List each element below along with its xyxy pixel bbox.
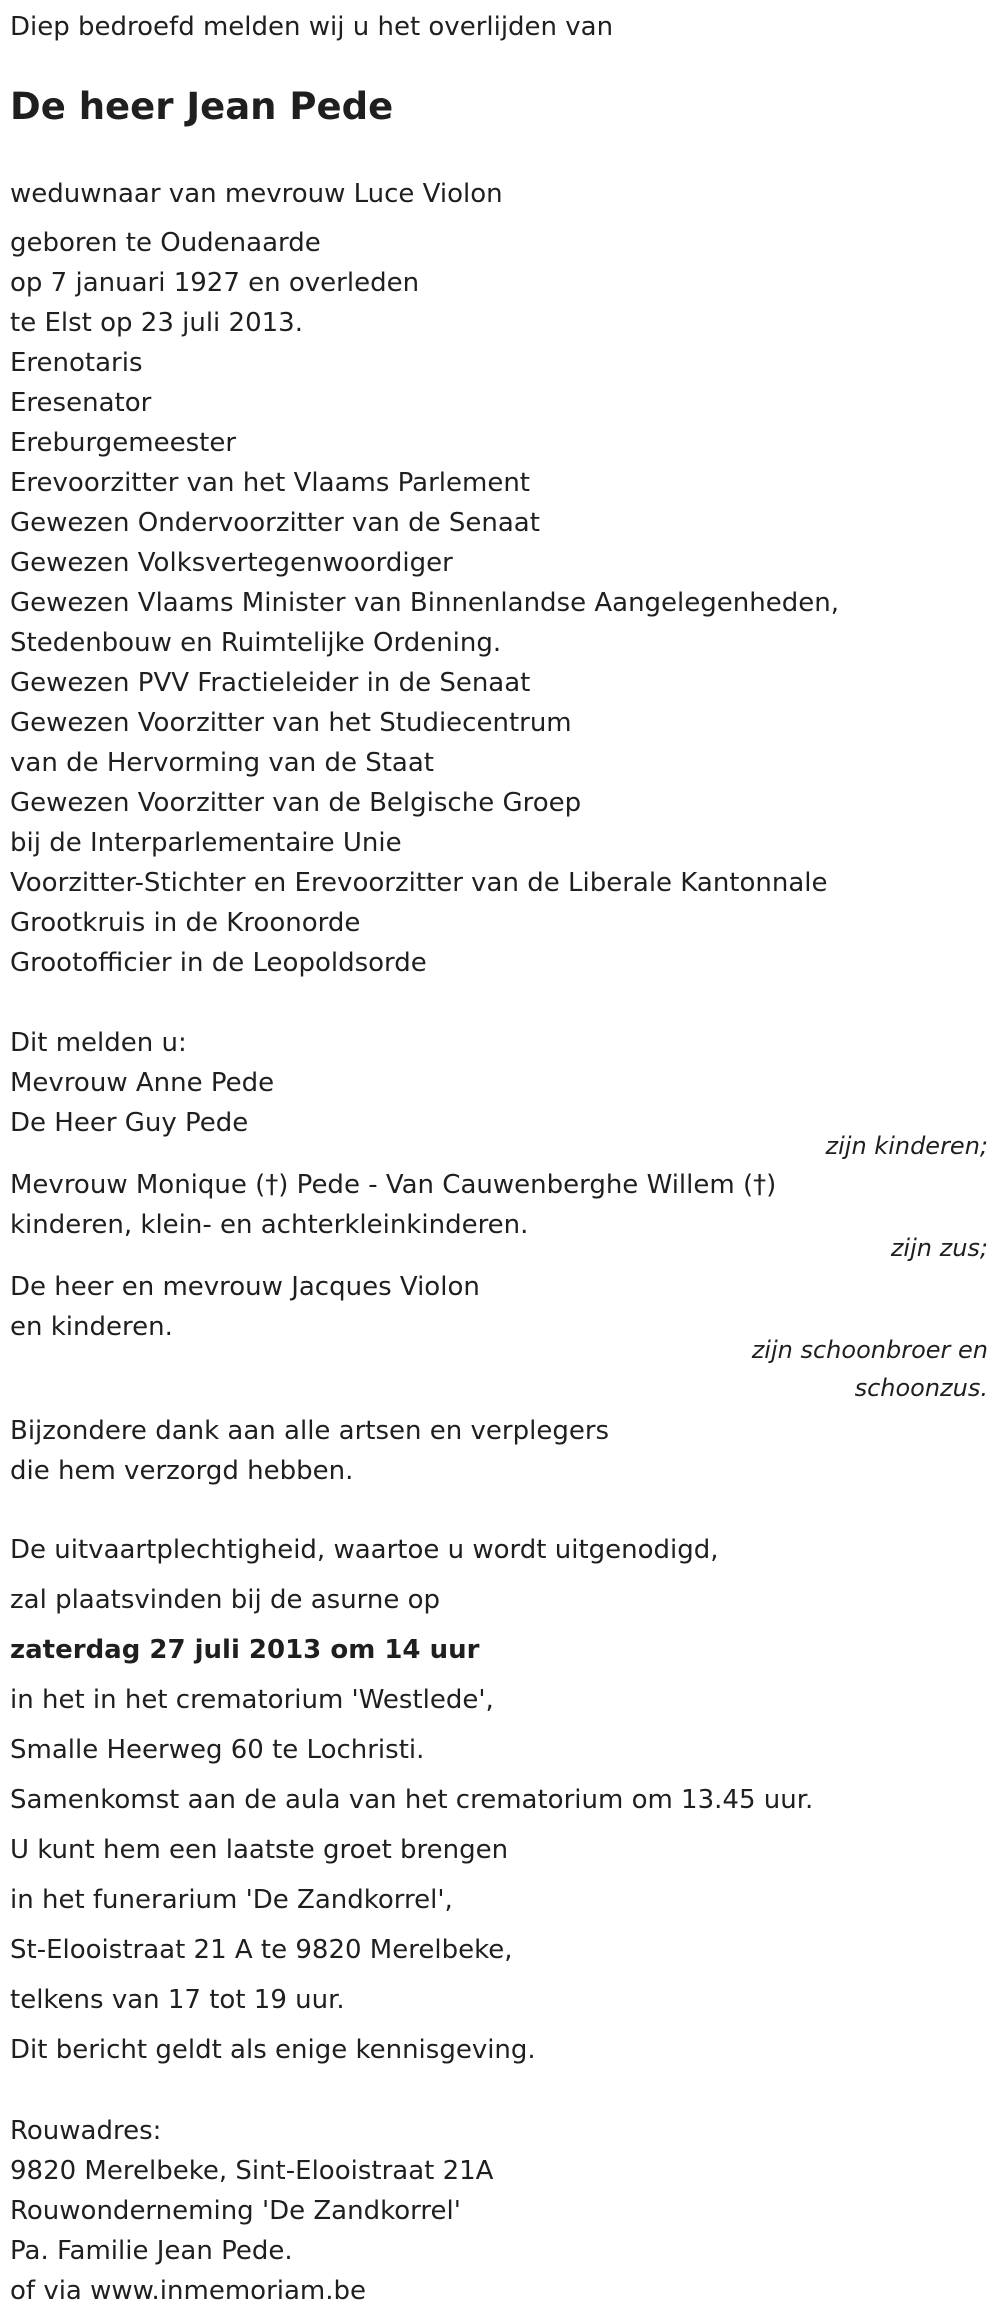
birth-line: geboren te Oudenaarde — [10, 228, 321, 258]
birth-line: op 7 januari 1927 en overleden — [10, 268, 420, 298]
ceremony-date: zaterdag 27 juli 2013 om 14 uur — [10, 1635, 480, 1665]
address-heading: Rouwadres: — [10, 2116, 162, 2146]
inlaws-line: De heer en mevrouw Jacques Violon — [10, 1272, 480, 1302]
title-line: Erenotaris — [10, 348, 143, 378]
ceremony-line: in het funerarium 'De Zandkorrel', — [10, 1885, 453, 1915]
address-line: Pa. Familie Jean Pede. — [10, 2236, 293, 2266]
title-line: Stedenbouw en Ruimtelijke Ordening. — [10, 628, 502, 658]
ceremony-line: zal plaatsvinden bij de asurne op — [10, 1585, 441, 1615]
child-name: Mevrouw Anne Pede — [10, 1068, 275, 1098]
title-line: Gewezen Voorzitter van het Studiecentrum — [10, 708, 572, 738]
thanks-line: Bijzondere dank aan alle artsen en verplegers — [10, 1416, 610, 1446]
title-line: Gewezen Volksvertegenwoordiger — [10, 548, 453, 578]
title-line: Grootofficier in de Leopoldsorde — [10, 948, 427, 978]
birth-line: te Elst op 23 juli 2013. — [10, 308, 303, 338]
title-line: Ereburgemeester — [10, 428, 237, 458]
inlaws-line: en kinderen. — [10, 1312, 173, 1342]
ceremony-line: telkens van 17 tot 19 uur. — [10, 1985, 345, 2015]
intro-text: Diep bedroefd melden wij u het overlijden van — [10, 12, 614, 42]
ceremony-line: Dit bericht geldt als enige kennisgeving. — [10, 2035, 536, 2065]
title-line: Gewezen Ondervoorzitter van de Senaat — [10, 508, 540, 538]
title-line: Erevoorzitter van het Vlaams Parlement — [10, 468, 530, 498]
sister-line: kinderen, klein- en achterkleinkinderen. — [10, 1210, 529, 1240]
ceremony-line: in het in het crematorium 'Westlede', — [10, 1685, 494, 1715]
title-line: bij de Interparlementaire Unie — [10, 828, 402, 858]
title-line: Gewezen Vlaams Minister van Binnenlandse Aangelegenheden, — [10, 588, 839, 618]
title-line: Gewezen PVV Fractieleider in de Senaat — [10, 668, 531, 698]
ceremony-line: Smalle Heerweg 60 te Lochristi. — [10, 1735, 425, 1765]
children-role: zijn kinderen; — [825, 1132, 988, 1160]
thanks-line: die hem verzorgd hebben. — [10, 1456, 354, 1486]
title-line: Voorzitter-Stichter en Erevoorzitter van de Liberale Kantonnale — [10, 868, 828, 898]
inlaws-role: zijn schoonbroer en — [751, 1336, 988, 1364]
inlaws-role: schoonzus. — [854, 1374, 988, 1402]
widower-text: weduwnaar van mevrouw Luce Violon — [10, 179, 503, 209]
ceremony-line: De uitvaartplechtigheid, waartoe u wordt uitgenodigd, — [10, 1535, 719, 1565]
ceremony-line: St-Elooistraat 21 A te 9820 Merelbeke, — [10, 1935, 513, 1965]
child-name: De Heer Guy Pede — [10, 1108, 249, 1138]
title-line: Eresenator — [10, 388, 152, 418]
address-line: of via www.inmemoriam.be — [10, 2276, 367, 2306]
address-line: Rouwonderneming 'De Zandkorrel' — [10, 2196, 461, 2226]
address-line: 9820 Merelbeke, Sint-Elooistraat 21A — [10, 2156, 494, 2186]
sister-role: zijn zus; — [890, 1234, 988, 1262]
ceremony-line: U kunt hem een laatste groet brengen — [10, 1835, 509, 1865]
announcers-heading: Dit melden u: — [10, 1028, 187, 1058]
title-line: Grootkruis in de Kroonorde — [10, 908, 361, 938]
title-line: Gewezen Voorzitter van de Belgische Groep — [10, 788, 582, 818]
deceased-name: De heer Jean Pede — [10, 85, 394, 128]
title-line: van de Hervorming van de Staat — [10, 748, 434, 778]
ceremony-line: Samenkomst aan de aula van het crematorium om 13.45 uur. — [10, 1785, 814, 1815]
sister-line: Mevrouw Monique (†) Pede - Van Cauwenberghe Willem (†) — [10, 1170, 777, 1200]
